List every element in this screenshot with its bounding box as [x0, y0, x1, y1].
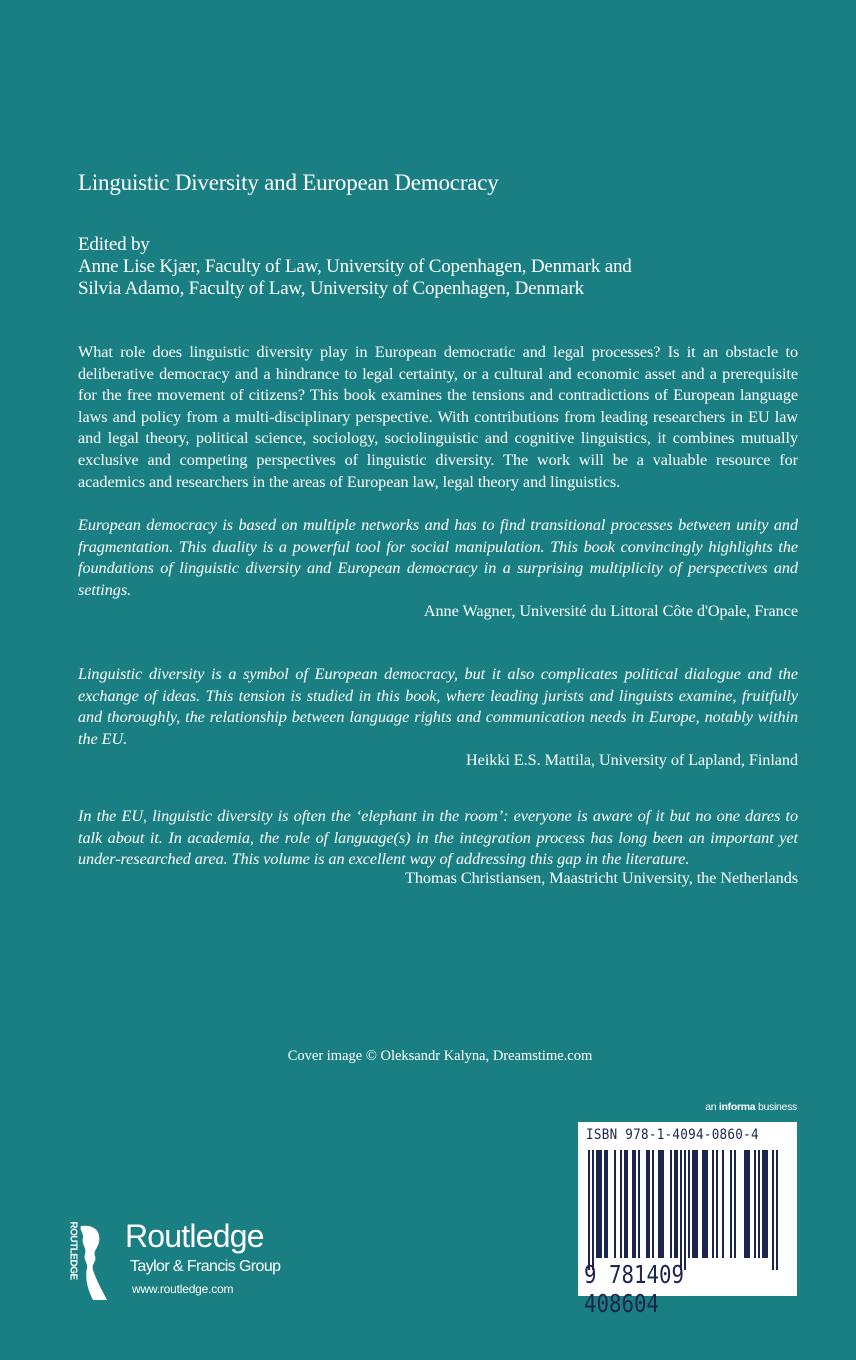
informa-brand: informa	[718, 1101, 756, 1113]
barcode-bar	[722, 1150, 724, 1258]
review-2	[78, 664, 798, 772]
barcode-bar	[754, 1150, 756, 1258]
routledge-head-icon	[73, 1224, 113, 1302]
editors-block	[78, 234, 632, 300]
barcode-bar	[746, 1150, 748, 1258]
barcode-bar	[766, 1150, 768, 1258]
barcode-bar	[662, 1150, 664, 1258]
barcode-bar	[730, 1150, 732, 1258]
barcode-bar	[764, 1150, 766, 1258]
barcode-bar	[696, 1150, 698, 1258]
barcode-bar	[600, 1150, 602, 1258]
review-attribution: Thomas Christiansen, Maastricht University, the Netherlands	[405, 868, 798, 887]
barcode-bar	[688, 1150, 690, 1258]
barcode-bar	[606, 1150, 608, 1258]
barcode-bar	[648, 1150, 650, 1258]
cover-image-credit: Cover image © Oleksandr Kalyna, Dreamstime.com	[287, 1048, 593, 1064]
barcode-bar	[734, 1150, 736, 1258]
informa-business-tag	[705, 1101, 797, 1113]
barcode-bar	[588, 1150, 590, 1270]
review-3	[78, 806, 798, 889]
routledge-logo	[65, 1218, 325, 1308]
routledge-vertical-mark: ROUTLEDGE	[67, 1221, 79, 1280]
review-attribution: Anne Wagner, Université du Littoral Côte d'Opale, France	[423, 602, 798, 621]
barcode-bar	[660, 1150, 662, 1258]
barcode-bar	[674, 1150, 676, 1258]
barcode-bar	[706, 1150, 708, 1258]
barcode-bar	[704, 1150, 706, 1258]
barcode-bar	[772, 1150, 774, 1270]
isbn-barcode	[578, 1122, 797, 1318]
barcode-bar	[652, 1150, 654, 1258]
barcode-bar	[692, 1150, 694, 1258]
barcode-bar	[670, 1150, 672, 1258]
informa-post: business	[755, 1101, 797, 1113]
barcode-bar	[676, 1150, 678, 1258]
ean-digits: 9 781409 408604	[584, 1260, 684, 1318]
review-text: In the EU, linguistic diversity is often the ‘elephant in the room’: everyone is aware of it but no one dares to talk about it. In academia, the role of language(s) in the integration process has long been an important yet under-researched area. This volume is an excellent way of addressing this gap in the literature.	[78, 807, 798, 869]
review-1	[78, 515, 798, 623]
isbn-label: ISBN 978-1-4094-0860-4	[586, 1127, 759, 1143]
review-text: European democracy is based on multiple networks and has to find transitional processes between unity and fragmentation. This duality is a powerful tool for social manipulation. This book convincingly highlights the foundations of linguistic diversity and European democracy in a surprising multiplicity of perspectives and settings.	[78, 516, 798, 599]
book-title: Linguistic Diversity and European Democracy	[78, 170, 499, 195]
barcode-bar	[614, 1150, 616, 1258]
barcode-bar	[748, 1150, 750, 1258]
edited-by-label: Edited by	[78, 234, 150, 255]
barcode-bar	[620, 1150, 622, 1258]
review-text: Linguistic diversity is a symbol of European democracy, but it also complicates political dialogue and the exchange of ideas. This tension is studied in this book, where leading jurists and linguists examine, fruitfully and thoroughly, the relationship between language rights and communication needs in Europe, notably within the EU.	[78, 665, 798, 748]
barcode-bar	[624, 1150, 626, 1258]
review-attribution: Heikki E.S. Mattila, University of Lapland, Finland	[466, 751, 798, 770]
barcode-bar	[592, 1150, 594, 1270]
barcode-bar	[744, 1150, 746, 1258]
publisher-url[interactable]: www.routledge.com	[132, 1282, 234, 1296]
barcode-bar	[632, 1150, 634, 1258]
book-description: What role does linguistic diversity play in European democratic and legal processes? Is it an obstacle to deliberative democracy and a hindrance to legal certainty, or a cultural and economic asset and a prerequisite for the free movement of citizens? This book examines the tensions and contradictions of European language laws and policy from a multi-disciplinary perspective. With contributions from leading researchers in EU law and legal theory, political science, sociology, sociolinguistic and cognitive linguistics, it combines mutually exclusive and competing perspectives of linguistic diversity. The work will be a valuable resource for academics and researchers in the areas of European law, legal theory and linguistics.	[78, 343, 798, 491]
barcode-bar	[684, 1150, 686, 1270]
barcode-bar	[758, 1150, 760, 1258]
barcode-bar	[776, 1150, 778, 1270]
barcode-bar	[658, 1150, 660, 1258]
barcode-bar	[646, 1150, 648, 1258]
publisher-name: Routledge	[125, 1218, 264, 1254]
barcode-bar	[694, 1150, 696, 1258]
barcode-bar	[638, 1150, 640, 1258]
informa-pre: an	[705, 1101, 719, 1113]
barcode-bar	[702, 1150, 704, 1258]
barcode-bar	[604, 1150, 606, 1258]
editor-1: Anne Lise Kjær, Faculty of Law, University of Copenhagen, Denmark and	[78, 256, 632, 277]
barcode-bar	[634, 1150, 636, 1258]
publisher-group: Taylor & Francis Group	[130, 1258, 281, 1275]
barcode-bars	[588, 1150, 788, 1270]
barcode-bar	[712, 1150, 714, 1258]
barcode-bar	[626, 1150, 628, 1258]
barcode-bar	[762, 1150, 764, 1258]
barcode-bar	[596, 1150, 598, 1258]
barcode-bar	[680, 1150, 682, 1270]
barcode-bar	[716, 1150, 718, 1258]
barcode-bar	[598, 1150, 600, 1258]
editor-2: Silvia Adamo, Faculty of Law, University of Copenhagen, Denmark	[78, 278, 584, 299]
